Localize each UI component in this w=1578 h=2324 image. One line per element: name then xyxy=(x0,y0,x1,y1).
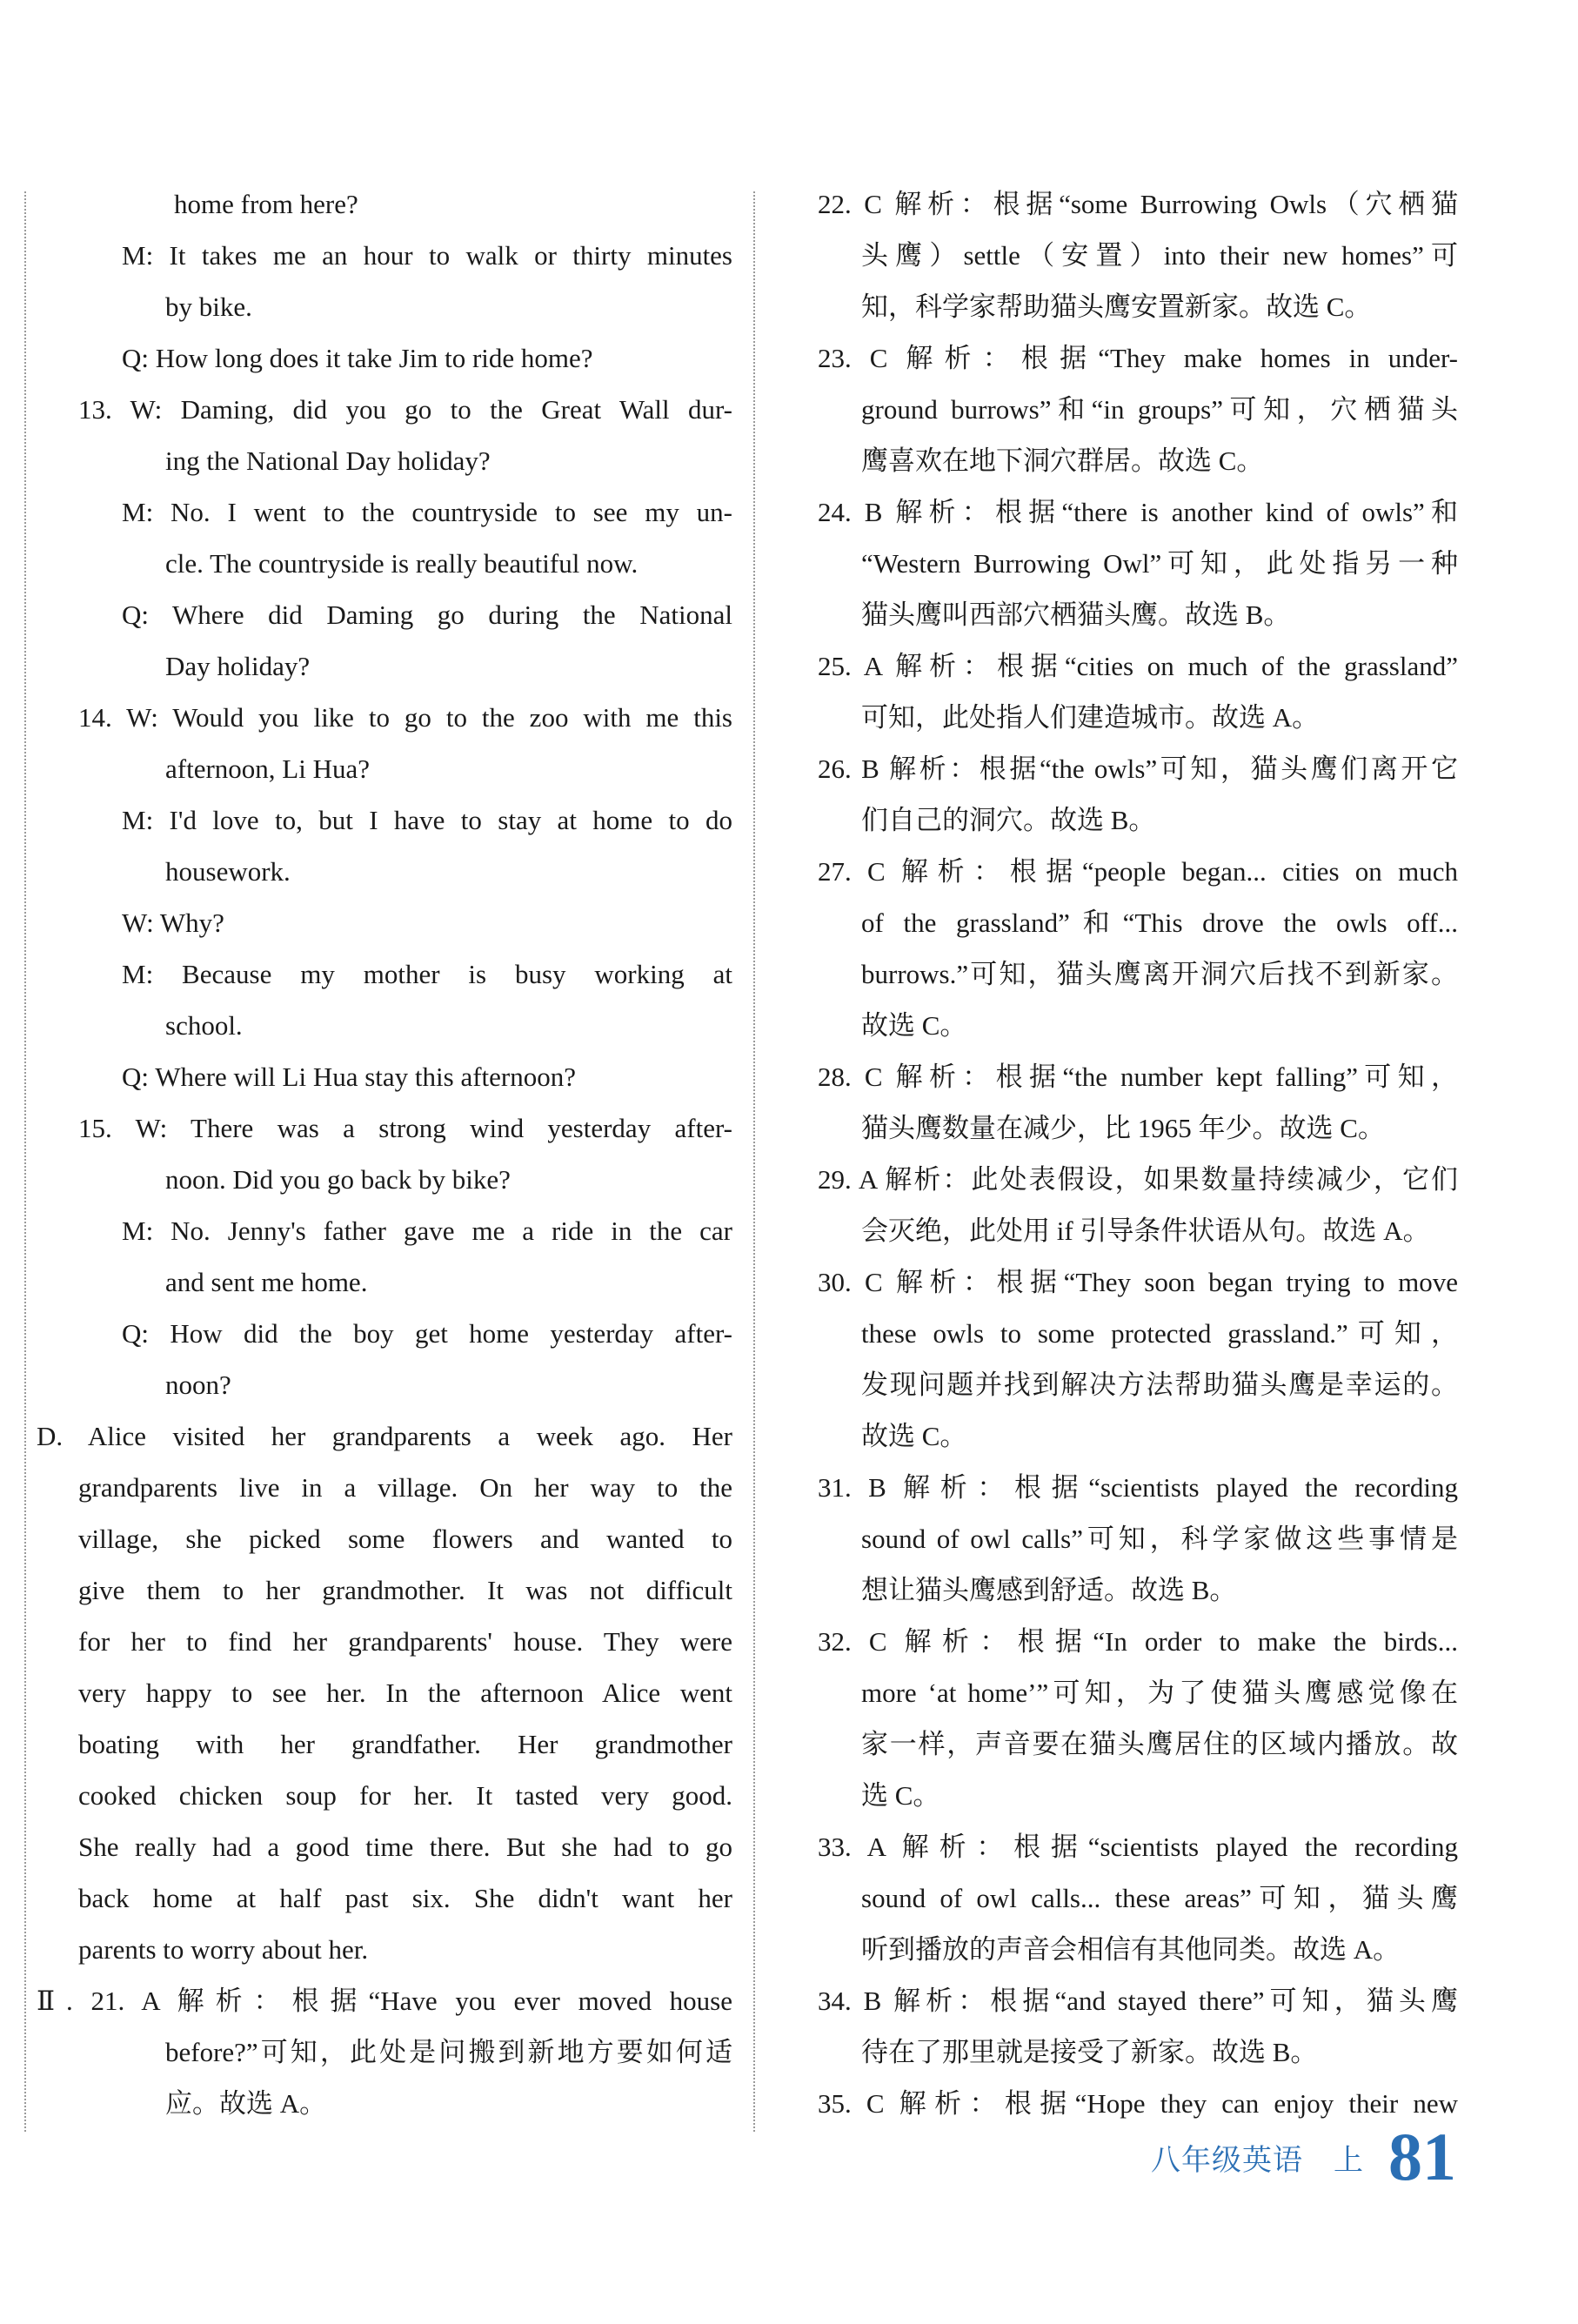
text-line: 35. C 解析：根据“Hope they can enjoy their new xyxy=(818,2088,1458,2119)
text-line: “Western Burrowing Owl”可知，此处指另一种 xyxy=(861,548,1458,579)
text-line: 故选 C。 xyxy=(861,1010,967,1041)
text-line: 待在了那里就是接受了新家。故选 B。 xyxy=(861,2037,1318,2067)
text-line: more ‘at home’”可知，为了使猫头鹰感觉像在 xyxy=(861,1678,1458,1708)
text-line: housework. xyxy=(165,856,291,887)
text-line: 知，科学家帮助猫头鹰安置新家。故选 C。 xyxy=(861,291,1372,322)
text-line: Day holiday? xyxy=(165,651,311,681)
text-line: D. Alice visited her grandparents a week ago. Her xyxy=(37,1421,732,1451)
text-line: 23. C 解析：根据“They make homes in under- xyxy=(818,343,1458,373)
text-line: burrows.”可知，猫头鹰离开洞穴后找不到新家。 xyxy=(861,959,1458,989)
text-line: 15. W: There was a strong wind yesterday after- xyxy=(78,1113,732,1143)
text-line: 32. C 解析：根据“In order to make the birds... xyxy=(818,1626,1458,1657)
text-line: 31. B 解析：根据“scientists played the recording xyxy=(818,1472,1458,1503)
text-line: 33. A 解析：根据“scientists played the recording xyxy=(818,1832,1458,1862)
text-line: 30. C 解析：根据“They soon began trying to move xyxy=(818,1267,1458,1297)
text-line: before?”可知，此处是问搬到新地方要如何适 xyxy=(165,2037,732,2067)
text-line: 27. C 解析：根据“people began... cities on much xyxy=(818,856,1458,887)
right-column xyxy=(818,178,1458,2129)
text-line: 可知，此处指人们建造城市。故选 A。 xyxy=(861,702,1320,733)
text-line: 13. W: Daming, did you go to the Great Wall dur- xyxy=(78,394,732,425)
text-line: cle. The countryside is really beautiful now. xyxy=(165,548,639,579)
text-line: back home at half past six. She didn't want her xyxy=(78,1883,732,1913)
text-line: 25. A 解析：根据“cities on much of the grassland” xyxy=(818,651,1458,681)
text-line: W: Why? xyxy=(122,907,224,938)
text-line: M: It takes me an hour to walk or thirty minutes xyxy=(122,240,732,271)
text-line: 想让猫头鹰感到舒适。故选 B。 xyxy=(861,1575,1237,1605)
text-line: Q: Where will Li Hua stay this afternoon? xyxy=(122,1062,576,1092)
text-line: give them to her grandmother. It was not difficult xyxy=(78,1575,732,1605)
page-number: 81 xyxy=(1388,2119,1456,2194)
text-line: 听到播放的声音会相信有其他同类。故选 A。 xyxy=(861,1934,1401,1965)
text-line: of the grassland”和“This drove the owls off... xyxy=(861,907,1458,938)
text-line: home from here? xyxy=(174,189,358,219)
text-line: for her to find her grandparents' house. They were xyxy=(78,1626,732,1657)
text-line: Q: How did the boy get home yesterday after- xyxy=(122,1318,732,1349)
text-line: 应。故选 A。 xyxy=(165,2088,327,2119)
text-line: She really had a good time there. But she had to go xyxy=(78,1832,732,1862)
text-line: 猫头鹰数量在减少，比 1965 年少。故选 C。 xyxy=(861,1113,1385,1143)
text-line: very happy to see her. In the afternoon Alice went xyxy=(78,1678,732,1708)
text-line: ground burrows”和“in groups”可知，穴栖猫头 xyxy=(861,394,1458,425)
text-line: 24. B 解析：根据“there is another kind of owls”和 xyxy=(818,497,1458,527)
text-line: 22. C 解析：根据“some Burrowing Owls（穴栖猫 xyxy=(818,189,1458,219)
text-line: 家一样，声音要在猫头鹰居住的区域内播放。故 xyxy=(861,1729,1458,1759)
text-line: 猫头鹰叫西部穴栖猫头鹰。故选 B。 xyxy=(861,599,1291,630)
text-line: parents to worry about her. xyxy=(78,1934,369,1965)
text-line: Q: Where did Daming go during the National xyxy=(122,599,732,630)
text-line: Q: How long does it take Jim to ride home? xyxy=(122,343,593,373)
text-line: village, she picked some flowers and wanted to xyxy=(78,1524,732,1554)
text-line: these owls to some protected grassland.”可知， xyxy=(861,1318,1458,1349)
text-line: 14. W: Would you like to go to the zoo with me this xyxy=(78,702,732,733)
text-line: sound of owl calls”可知，科学家做这些事情是 xyxy=(861,1524,1458,1554)
text-line: 会灭绝，此处用 if 引导条件状语从句。故选 A。 xyxy=(861,1216,1430,1246)
text-line: 26. B 解析：根据“the owls”可知，猫头鹰们离开它 xyxy=(818,753,1458,784)
text-line: M: No. I went to the countryside to see my un- xyxy=(122,497,732,527)
text-line: 28. C 解析：根据“the number kept falling”可知， xyxy=(818,1062,1458,1092)
text-line: 选 C。 xyxy=(861,1780,940,1811)
page-footer xyxy=(1151,2113,1456,2194)
text-line: 们自己的洞穴。故选 B。 xyxy=(861,805,1156,835)
text-line: M: No. Jenny's father gave me a ride in the car xyxy=(122,1216,732,1246)
text-line: sound of owl calls... these areas”可知，猫头鹰 xyxy=(861,1883,1458,1913)
column-divider xyxy=(753,191,755,2132)
left-column xyxy=(37,178,732,2129)
book-title: 八年级英语 上 xyxy=(1151,2143,1364,2178)
text-line: cooked chicken soup for her. It tasted very good. xyxy=(78,1780,732,1811)
text-line: and sent me home. xyxy=(165,1267,368,1297)
text-line: noon. Did you go back by bike? xyxy=(165,1164,511,1195)
text-line: by bike. xyxy=(165,291,252,322)
text-line: boating with her grandfather. Her grandmother xyxy=(78,1729,732,1759)
text-line: ing the National Day holiday? xyxy=(165,445,491,476)
text-line: 发现问题并找到解决方法帮助猫头鹰是幸运的。 xyxy=(861,1370,1458,1400)
left-margin-divider xyxy=(24,191,26,2132)
text-line: M: Because my mother is busy working at xyxy=(122,959,732,989)
text-line: 29. A 解析：此处表假设，如果数量持续减少，它们 xyxy=(818,1164,1458,1195)
text-line: noon? xyxy=(165,1370,231,1400)
text-line: 头鹰）settle（安置）into their new homes”可 xyxy=(861,240,1458,271)
text-line: afternoon, Li Hua? xyxy=(165,753,370,784)
text-line: Ⅱ. 21. A 解析：根据“Have you ever moved house xyxy=(37,1986,732,2016)
text-line: M: I'd love to, but I have to stay at home to do xyxy=(122,805,732,835)
text-line: school. xyxy=(165,1010,243,1041)
text-line: grandparents live in a village. On her way to the xyxy=(78,1472,732,1503)
text-line: 鹰喜欢在地下洞穴群居。故选 C。 xyxy=(861,445,1264,476)
text-line: 故选 C。 xyxy=(861,1421,967,1451)
text-line: 34. B 解析：根据“and stayed there”可知，猫头鹰 xyxy=(818,1986,1458,2016)
